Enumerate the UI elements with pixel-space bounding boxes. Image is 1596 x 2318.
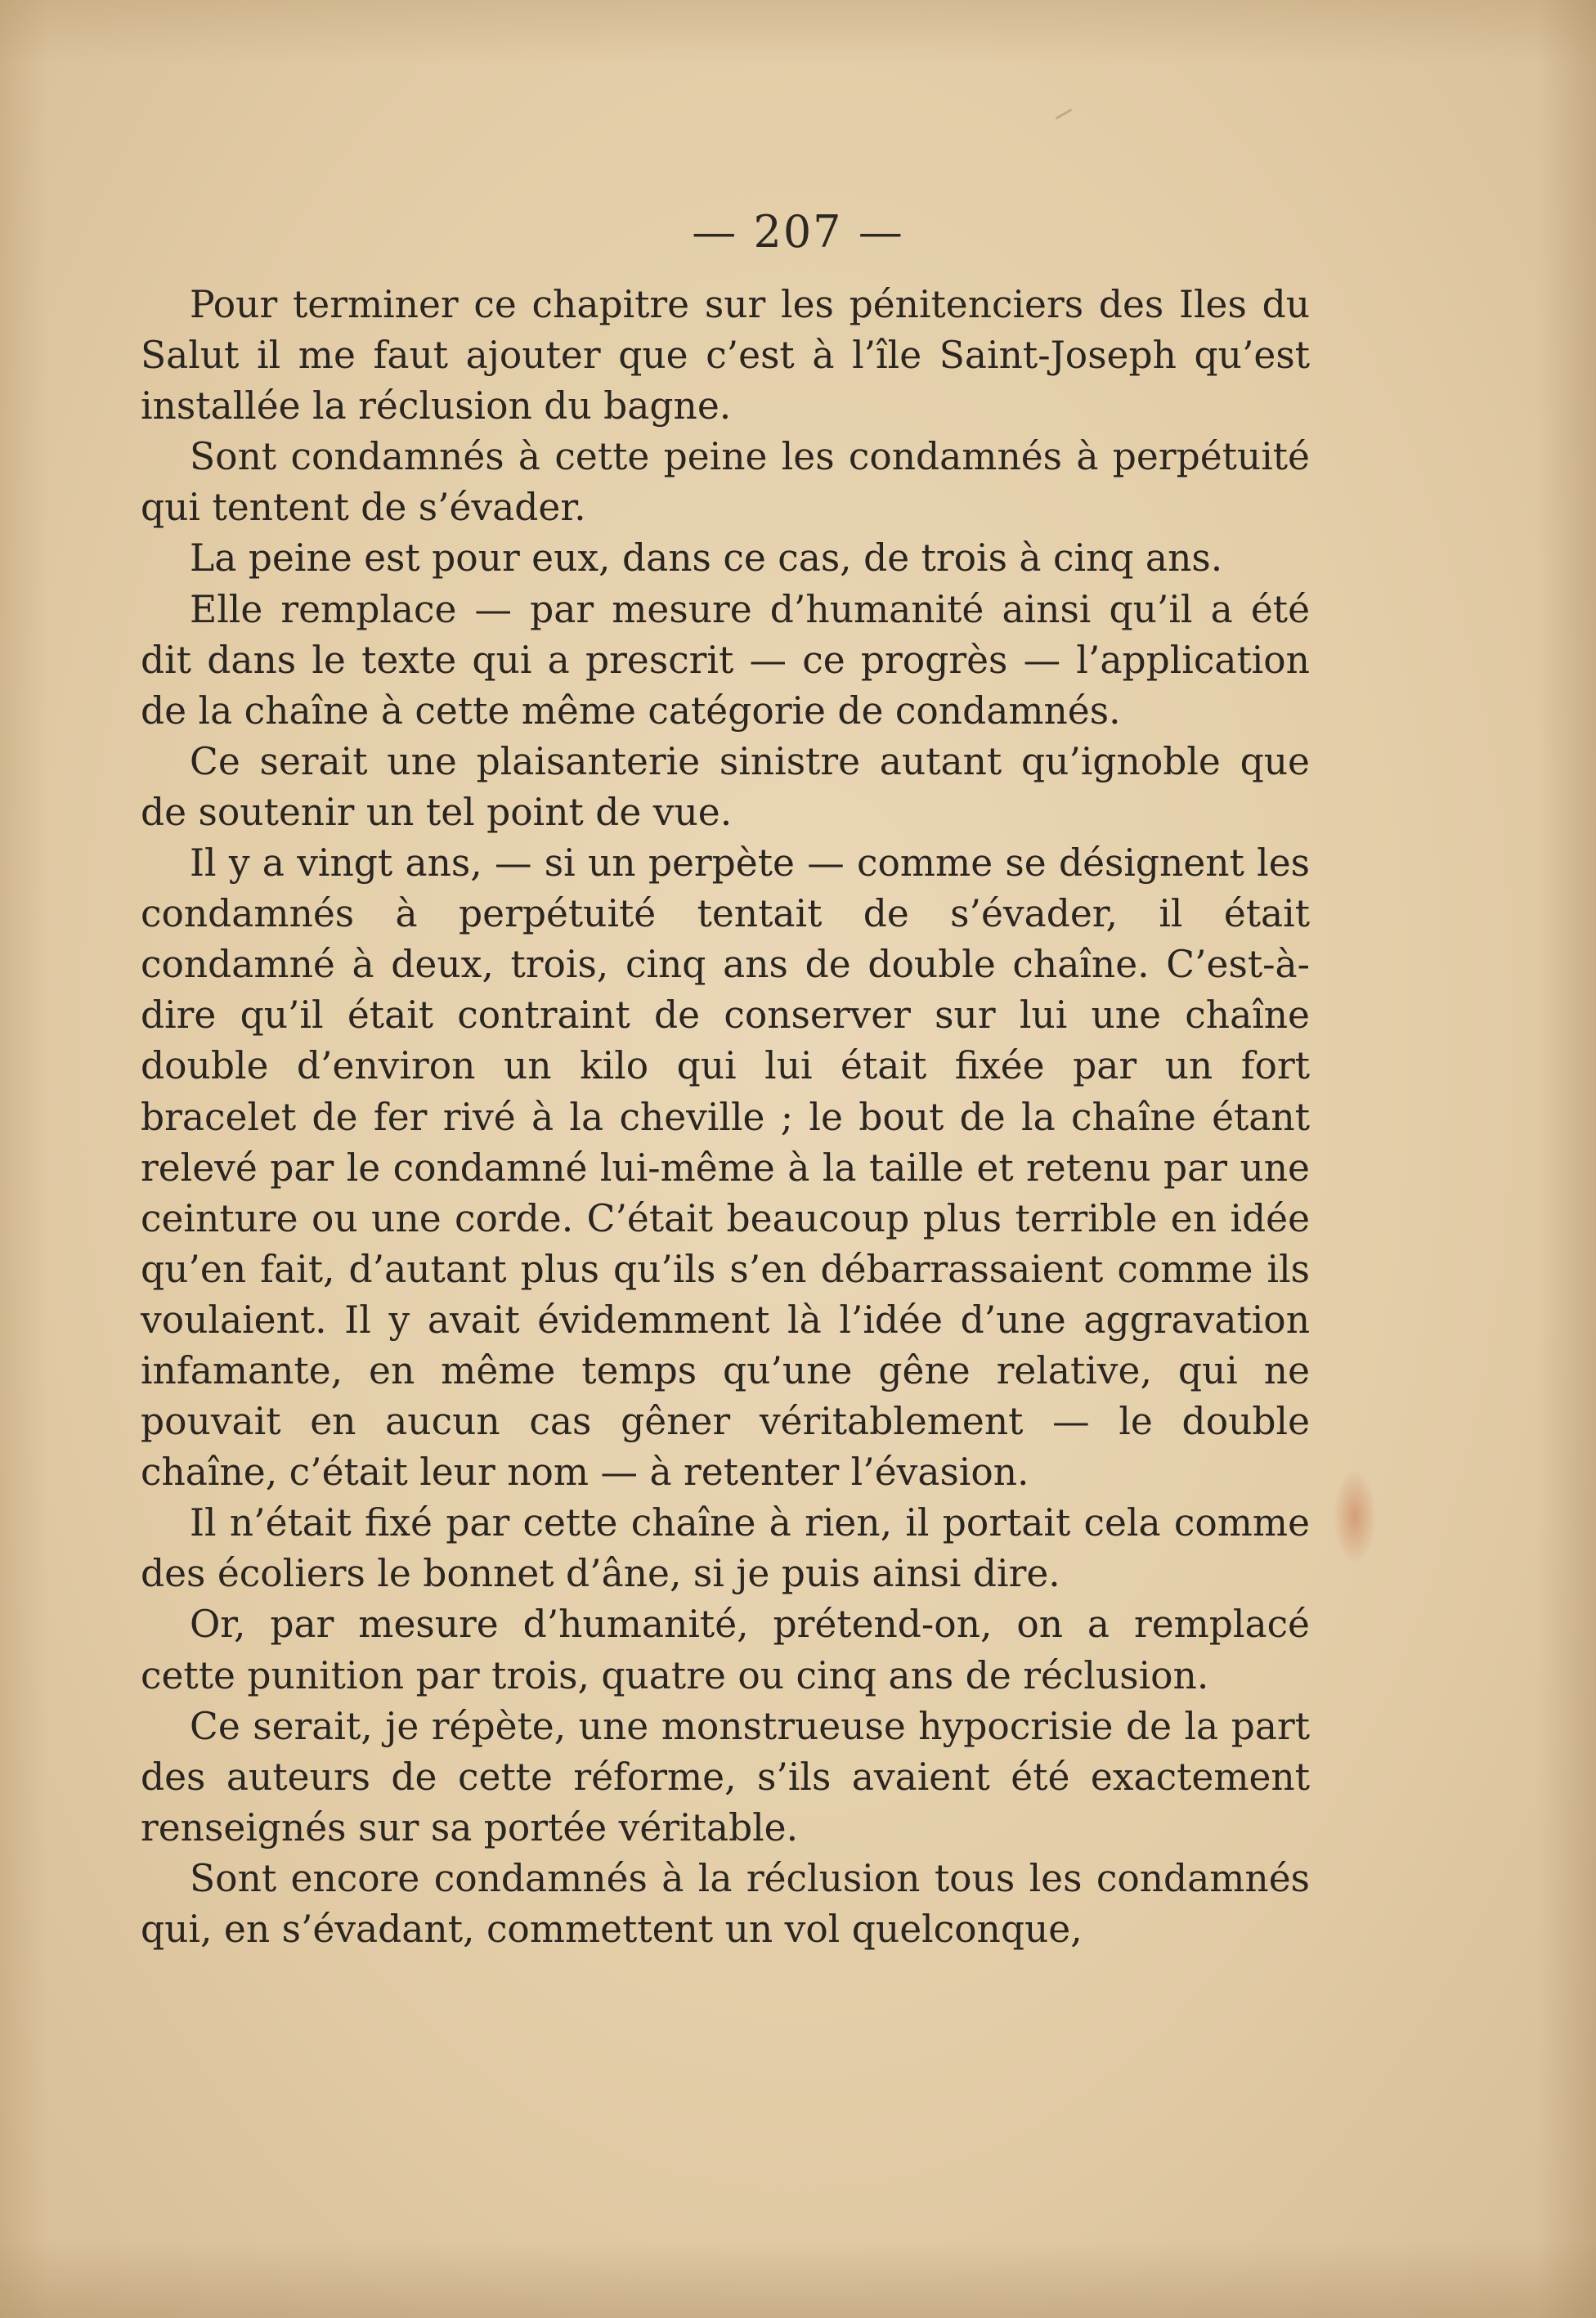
paragraph: Sont condamnés à cette peine les condamnés à perpétuité qui tentent de s’évader. <box>141 435 1310 530</box>
paragraph: Il n’était fixé par cette chaîne à rien, il portait cela comme des écoliers le bonnet d’âne, si je puis ainsi dire. <box>141 1501 1310 1596</box>
paragraph: Sont encore condamnés à la réclusion tous les condamnés qui, en s’évadant, commettent un vol quelconque, <box>141 1856 1310 1951</box>
body-text <box>141 280 1310 1955</box>
paragraph: Elle remplace — par mesure d’humanité ainsi qu’il a été dit dans le texte qui a prescrit — ce progrès — l’application de la chaîne à cette même catégorie de condamnés. <box>141 587 1310 733</box>
paragraph: La peine est pour eux, dans ce cas, de trois à cinq ans. <box>190 536 1223 581</box>
paragraph: Ce serait, je répète, une monstrueuse hypocrisie de la part des auteurs de cette réforme, s’ils avaient été exactement renseignés sur sa portée véritable. <box>141 1704 1310 1849</box>
paper-mark <box>1056 109 1073 120</box>
paragraph: Ce serait une plaisanterie sinistre autant qu’ignoble que de soutenir un tel point de vue. <box>141 739 1310 834</box>
page-number: — 207 — <box>692 206 904 258</box>
paragraph: Il y a vingt ans, — si un perpète — comme se désignent les condamnés à perpétuité tentait de s’évader, il était condamné à deux, trois, cinq ans de double chaîne. C’est-à-dire qu’il était contraint de conserver sur lui une chaîne double d’environ un kilo qui lui était fixée par un fort bracelet de fer rivé à la cheville ; le bout de la chaîne étant relevé par le condamné lui-même à la taille et retenu par une ceinture ou une corde. C’était beaucoup plus terrible en idée qu’en fait, d’autant plus qu’ils s’en débarrassaient comme ils voulaient. Il y avait évidemment là l’idée d’une aggravation infamante, en même temps qu’une gêne relative, qui ne pouvait en aucun cas gêner véritablement — le double chaîne, c’était leur nom — à retenter l’évasion. <box>141 841 1310 1495</box>
paper-stain <box>1334 1472 1375 1562</box>
paragraph: Or, par mesure d’humanité, prétend-on, on a remplacé cette punition par trois, quatre ou cinq ans de réclusion. <box>141 1603 1310 1697</box>
paragraph: Pour terminer ce chapitre sur les pénitenciers des Iles du Salut il me faut ajouter que c’est à l’île Saint-Joseph qu’est installée la réclusion du bagne. <box>141 283 1310 428</box>
